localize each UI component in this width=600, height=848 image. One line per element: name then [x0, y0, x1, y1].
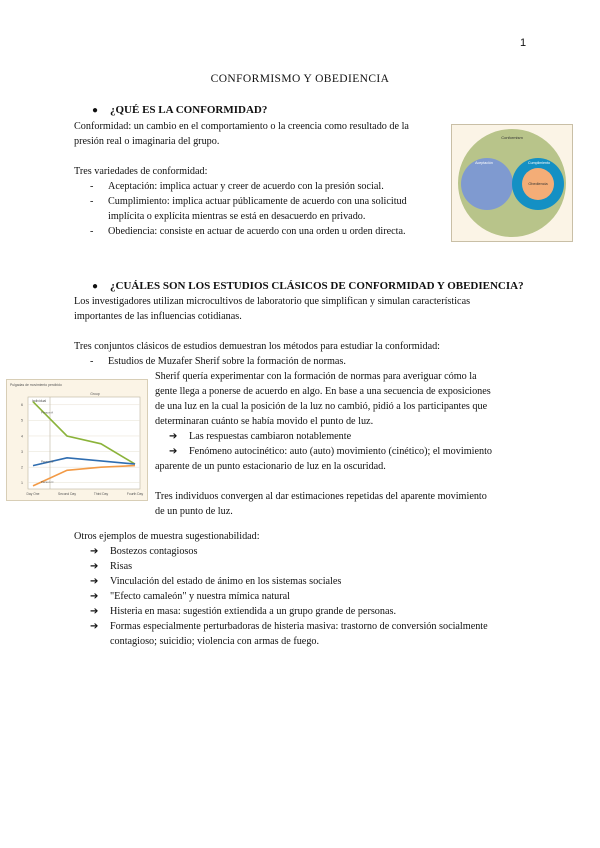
venn-inner-label: Obediencia: [528, 182, 548, 186]
list-item: - Aceptación: implica actuar y creer de acuerdo con la presión social.: [90, 181, 384, 192]
list-item: ➔ Vinculación del estado de ánimo en los sistemas sociales: [90, 576, 342, 587]
bullet-icon: ●: [92, 281, 99, 292]
venn-left-circle: [461, 158, 513, 210]
chart-title: Pulgadas de movimiento percibido: [10, 383, 62, 387]
text-line: importantes de las influencias cotidianas.: [74, 311, 242, 322]
arrow-right-icon: ➔: [90, 591, 99, 602]
chart-layer: [21, 392, 144, 496]
y-tick-label: 2: [21, 465, 23, 470]
dash-icon: -: [90, 196, 94, 207]
panel-label: Group: [90, 392, 100, 396]
y-tick-label: 3: [21, 449, 23, 454]
section2-heading: ● ¿CUÁLES SON LOS ESTUDIOS CLÁSICOS DE CONFORMIDAD Y OBEDIENCIA?: [92, 280, 524, 292]
text-line: Conformidad: un cambio en el comportamiento o la creencia como resultado de la: [74, 121, 409, 132]
text-line: Tres individuos convergen al dar estimaciones repetidas del aparente movimiento: [155, 491, 487, 502]
text-line: de una luz en la cual la posición de la luz no cambió, pidió a los participantes que: [155, 401, 488, 412]
list-item: - Cumplimiento: implica actuar públicamente de acuerdo con una solicitud: [90, 196, 407, 207]
series-label: Person B: [41, 459, 54, 464]
arrow-right-icon: ➔: [90, 561, 99, 572]
text-line: presión real o imaginaria del grupo.: [74, 136, 220, 147]
y-tick-label: 4: [21, 434, 23, 439]
venn-svg: [451, 124, 573, 242]
text-line: aparente de un punto estacionario de luz en la oscuridad.: [155, 461, 386, 472]
list-item: ➔ Bostezos contagiosos: [90, 546, 198, 557]
varieties-intro: Tres variedades de conformidad:: [74, 166, 208, 177]
y-tick-label: 6: [21, 403, 23, 408]
list-item: ➔ "Efecto camaleón" y nuestra mímica natural: [90, 591, 291, 602]
text-line: Los investigadores utilizan microcultivos de laboratorio que simplifican y simulan características: [74, 296, 471, 307]
venn-diagram: [451, 124, 573, 242]
list-item: ➔ Formas especialmente perturbadoras de histeria masiva: trastorno de conversión socialmente: [90, 621, 488, 632]
chart-svg: [6, 379, 148, 501]
text-line: gente llega a ponerse de acuerdo en algo. En base a una secuencia de exposiciones: [155, 386, 491, 397]
text-line: determinaran cuánto se había movido el punto de luz.: [155, 416, 374, 427]
text-line: de un punto de luz.: [155, 506, 233, 517]
examples-list: [90, 544, 530, 649]
dash-icon: -: [90, 181, 94, 192]
panel-label: Individual: [31, 399, 47, 403]
arrow-item: ➔ Las respuestas cambiaron notablemente: [169, 431, 352, 442]
arrow-item: ➔ Fenómeno autocinético: auto (auto) movimiento (cinético); el movimiento: [169, 446, 492, 457]
venn-left-label: Aceptación: [475, 161, 493, 165]
text-line: contagioso; suicidio; violencia con armas de fuego.: [110, 636, 320, 647]
studies-intro: Tres conjuntos clásicos de estudios demuestran los métodos para estudiar la conformidad:: [74, 341, 441, 352]
sherif-item: - Estudios de Muzafer Sherif sobre la formación de normas.: [90, 356, 346, 367]
venn-right-label: Cumplimiento: [528, 161, 550, 165]
x-tick-label: Second Day: [58, 492, 76, 496]
sherif-description: [155, 369, 527, 474]
series-label: Person C: [41, 479, 54, 484]
arrow-right-icon: ➔: [90, 606, 99, 617]
definition-block: [74, 119, 442, 149]
arrow-right-icon: ➔: [90, 576, 99, 587]
arrow-right-icon: ➔: [169, 431, 178, 442]
converge-text: [155, 489, 527, 519]
intro-block: [74, 294, 530, 324]
list-item: ➔ Histeria en masa: sugestión extiendida a un grupo grande de personas.: [90, 606, 397, 617]
list-item: - Obediencia: consiste en actuar de acuerdo con una orden u orden directa.: [90, 226, 406, 237]
x-tick-label: Third Day: [93, 492, 109, 496]
sherif-chart: [6, 379, 148, 501]
y-tick-label: 1: [21, 481, 23, 486]
arrow-right-icon: ➔: [169, 446, 178, 457]
arrow-right-icon: ➔: [90, 546, 99, 557]
varieties-list: [90, 179, 450, 239]
dash-icon: -: [90, 356, 94, 367]
section3-intro: Otros ejemplos de muestra sugestionabilidad:: [74, 531, 260, 542]
list-item: ➔ Risas: [90, 561, 133, 572]
x-tick-label: Day One: [26, 492, 40, 496]
text-line: Sherif quería experimentar con la formación de normas para averiguar cómo la: [155, 371, 477, 382]
series-label: Person A: [41, 410, 54, 415]
page-number: 1: [520, 37, 527, 49]
venn-outer-label: Conformism: [501, 135, 523, 140]
section1-heading: ● ¿QUÉ ES LA CONFORMIDAD?: [92, 104, 268, 116]
page-title: CONFORMISMO Y OBEDIENCIA: [210, 73, 390, 85]
x-tick-label: Fourth Day: [126, 492, 144, 496]
y-tick-label: 5: [21, 418, 23, 423]
bullet-icon: ●: [92, 105, 99, 116]
text-line: implícita o explícita mientras se está en desacuerdo en privado.: [108, 211, 366, 222]
arrow-right-icon: ➔: [90, 621, 99, 632]
dash-icon: -: [90, 226, 94, 237]
